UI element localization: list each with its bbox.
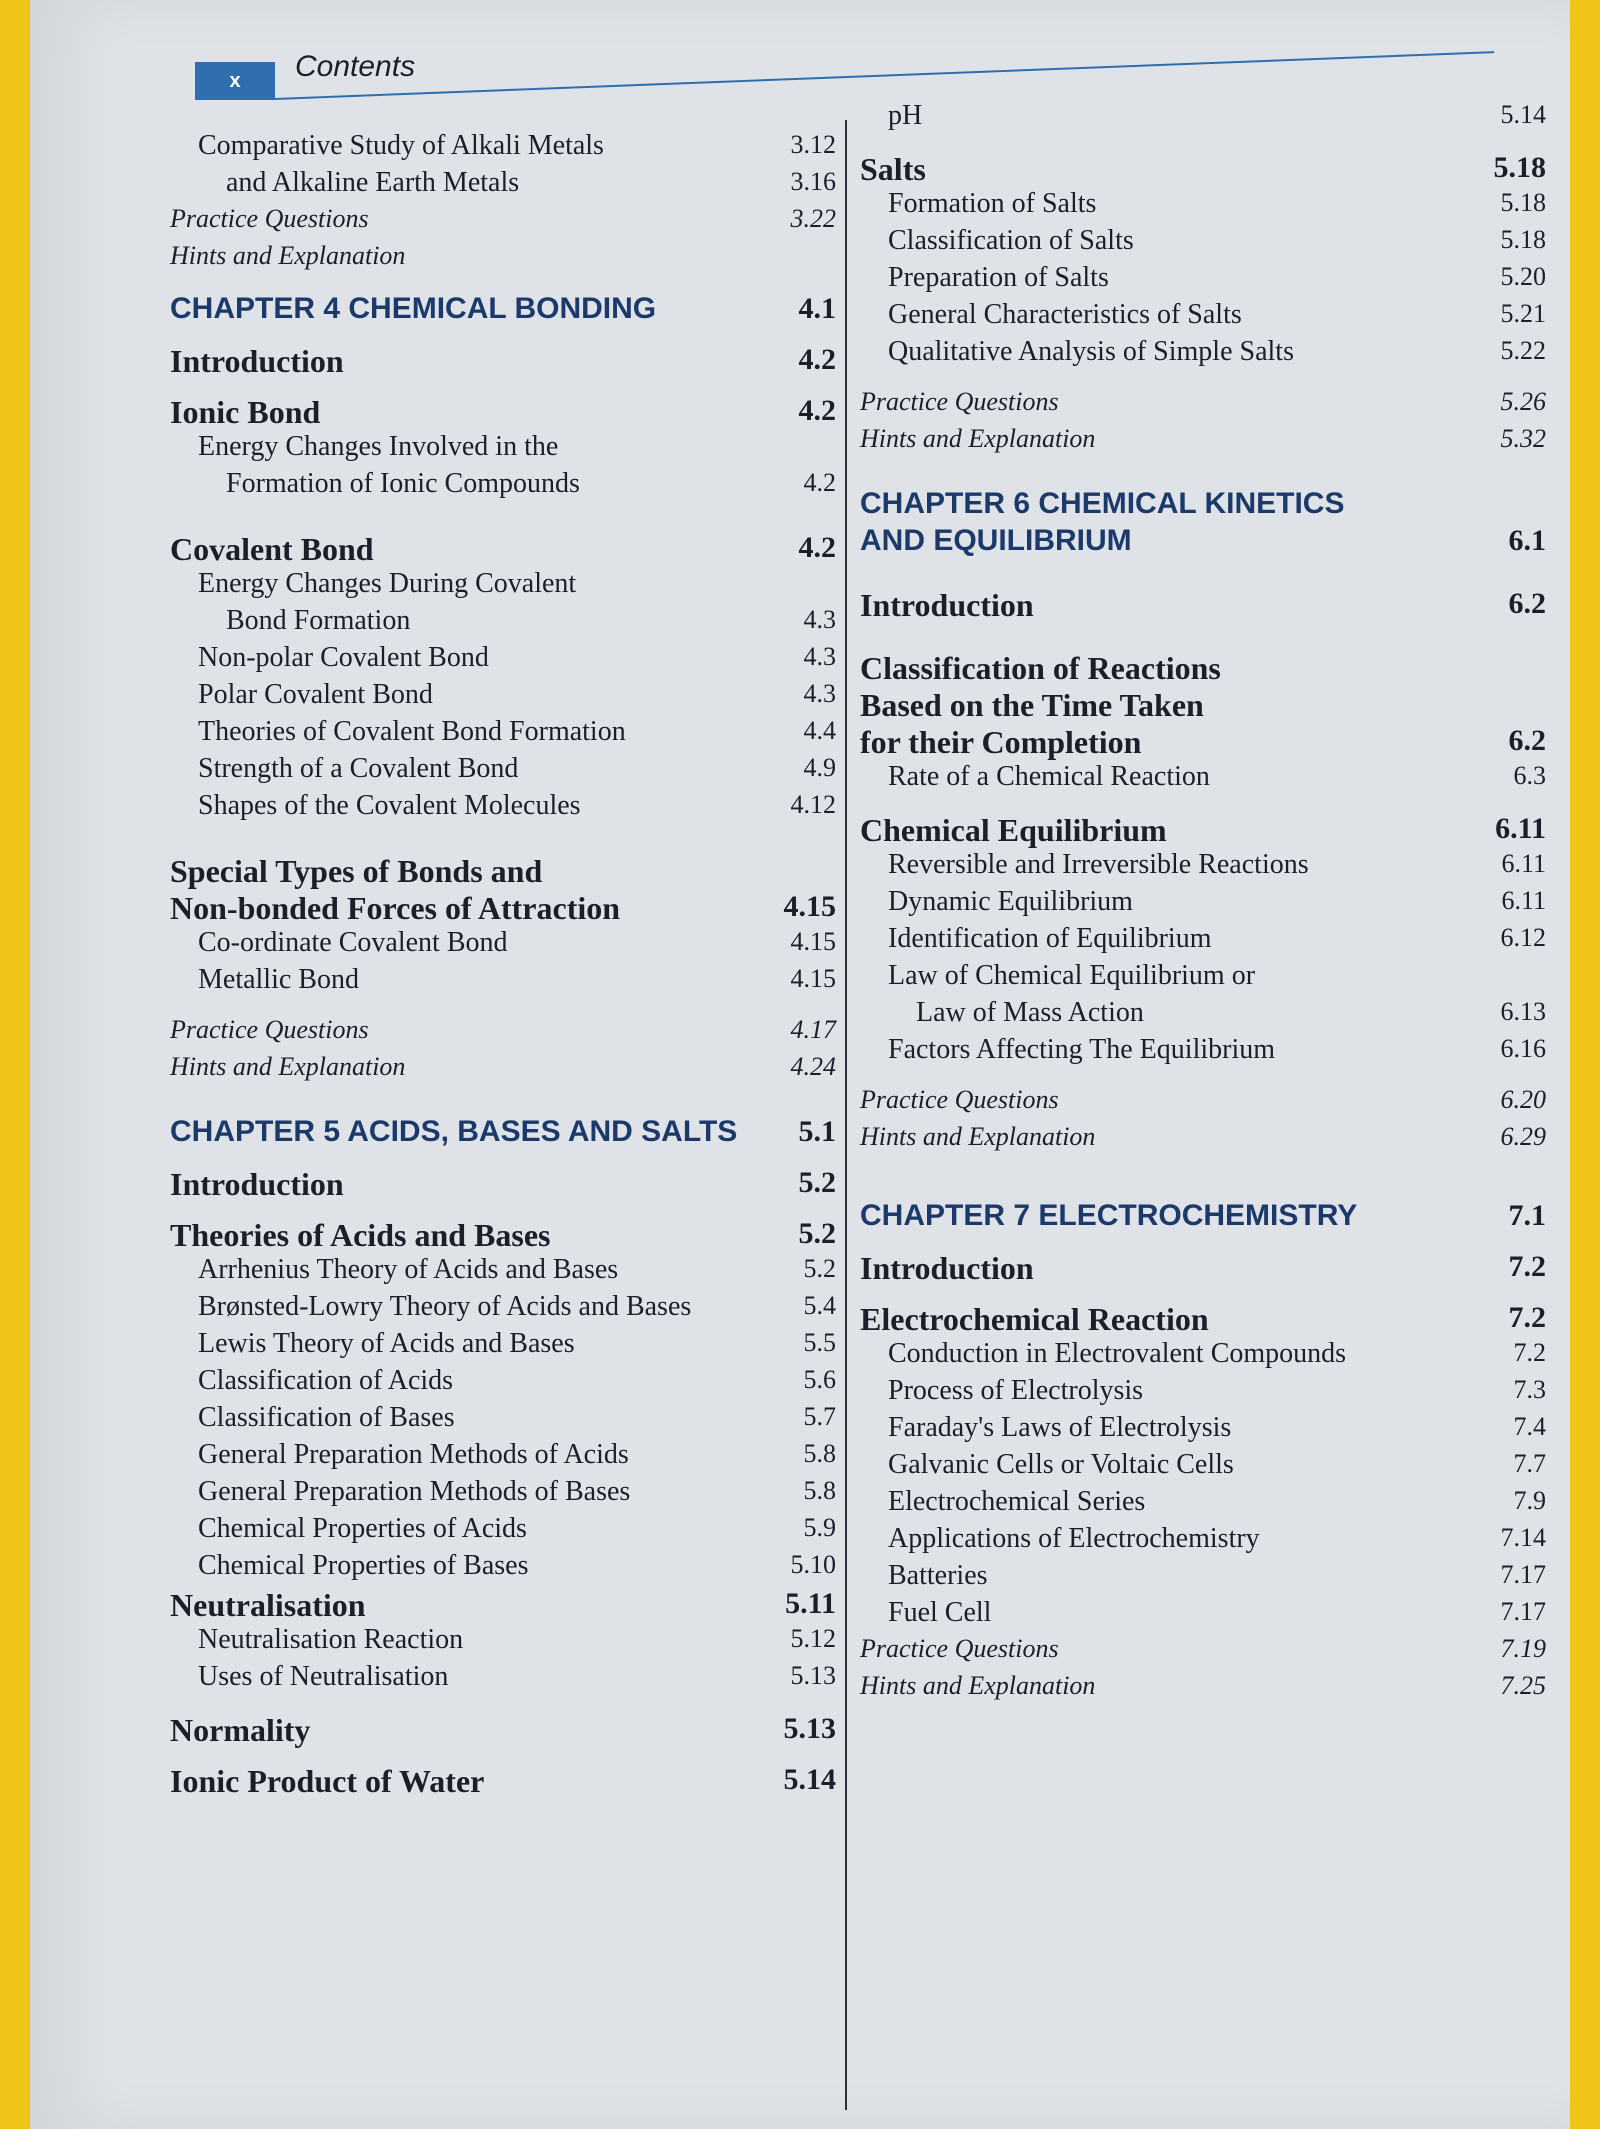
toc-entry-page: 4.2 (803, 468, 836, 497)
toc-entry-title: for their Completion (860, 724, 1142, 760)
toc-entry-title: Brønsted-Lowry Theory of Acids and Bases (198, 1291, 692, 1322)
toc-entry-title: Electrochemical Series (888, 1486, 1146, 1517)
spacer (170, 278, 850, 292)
toc-right-column (860, 100, 1560, 1708)
toc-entry-title: Ionic Product of Water (170, 1763, 485, 1799)
toc-entry-page: 5.14 (1500, 100, 1546, 129)
toc-entry[interactable] (170, 1015, 850, 1052)
spacer (860, 1071, 1560, 1085)
toc-entry[interactable] (860, 687, 1560, 724)
toc-entry-title: Classification of Salts (888, 225, 1134, 256)
toc-entry[interactable] (170, 1476, 850, 1513)
spacer (170, 329, 850, 343)
toc-entry-title: Classification of Acids (198, 1365, 454, 1396)
toc-entry[interactable] (860, 960, 1560, 997)
toc-entry-page: 6.1 (1508, 524, 1546, 557)
spacer (860, 1236, 1560, 1250)
toc-entry-title: and Alkaline Earth Metals (226, 167, 520, 198)
toc-entry-title: Law of Mass Action (916, 997, 1144, 1028)
toc-entry[interactable] (170, 716, 850, 753)
toc-entry-title: Law of Chemical Equilibrium or (888, 960, 1256, 991)
toc-entry[interactable] (860, 1301, 1560, 1338)
toc-entry[interactable] (170, 1166, 850, 1203)
toc-entry-title: Process of Electrolysis (888, 1375, 1144, 1406)
spacer (170, 1152, 850, 1166)
toc-entry[interactable] (860, 387, 1560, 424)
toc-entry-page: 6.11 (1495, 812, 1546, 845)
spacer (170, 1749, 850, 1763)
toc-entry-page: 5.18 (1500, 225, 1546, 254)
toc-entry-title: Rate of a Chemical Reaction (888, 761, 1210, 792)
toc-entry[interactable] (170, 1439, 850, 1476)
toc-entry-title: Energy Changes Involved in the (198, 431, 559, 462)
toc-entry-page: 3.22 (790, 204, 836, 233)
toc-entry[interactable] (860, 1523, 1560, 1560)
toc-entry-page: 3.12 (790, 130, 836, 159)
toc-entry[interactable] (170, 605, 850, 642)
toc-entry[interactable] (860, 262, 1560, 299)
spacer (170, 505, 850, 531)
toc-entry[interactable] (860, 487, 1560, 524)
toc-entry[interactable] (860, 1560, 1560, 1597)
toc-entry-page: 5.26 (1500, 387, 1546, 416)
spacer (170, 1698, 850, 1712)
spacer (170, 380, 850, 394)
page-number-badge: x (195, 62, 275, 100)
toc-entry-title: Applications of Electrochemistry (888, 1523, 1260, 1554)
toc-entry-title: Practice Questions (860, 1634, 1059, 1663)
toc-entry[interactable] (860, 524, 1560, 561)
toc-entry[interactable] (860, 1671, 1560, 1708)
toc-entry-page: 4.15 (790, 927, 836, 956)
toc-entry[interactable] (860, 424, 1560, 461)
toc-entry-title: Theories of Acids and Bases (170, 1217, 551, 1253)
toc-entry-page: 5.21 (1500, 299, 1546, 328)
toc-entry-title: Chemical Properties of Acids (198, 1513, 527, 1544)
toc-entry[interactable] (860, 1375, 1560, 1412)
toc-entry-page: 5.6 (803, 1365, 836, 1394)
toc-entry[interactable] (860, 886, 1560, 923)
toc-entry-page: 7.14 (1500, 1523, 1546, 1552)
toc-entry[interactable] (170, 130, 850, 167)
spacer (860, 561, 1560, 587)
toc-entry-page: 6.12 (1500, 923, 1546, 952)
toc-entry-page: 5.9 (803, 1513, 836, 1542)
toc-entry-page: 7.17 (1500, 1597, 1546, 1626)
toc-entry-title: Theories of Covalent Bond Formation (198, 716, 626, 747)
toc-entry[interactable] (170, 1402, 850, 1439)
book-page (30, 0, 1570, 2129)
toc-entry-title: General Characteristics of Salts (888, 299, 1242, 330)
toc-entry[interactable] (170, 1291, 850, 1328)
toc-entry-page: 5.22 (1500, 336, 1546, 365)
toc-entry[interactable] (860, 1634, 1560, 1671)
toc-entry-page: 6.2 (1508, 724, 1546, 757)
toc-entry[interactable] (860, 812, 1560, 849)
toc-entry[interactable] (860, 650, 1560, 687)
toc-entry-page: 7.19 (1500, 1634, 1546, 1663)
toc-entry-page: 7.1 (1508, 1199, 1546, 1232)
toc-entry-page: 5.18 (1493, 151, 1546, 184)
toc-entry-title: Introduction (170, 1166, 344, 1202)
toc-entry[interactable] (170, 1624, 850, 1661)
spacer (860, 798, 1560, 812)
toc-entry-page: 7.2 (1508, 1250, 1546, 1283)
toc-entry-title: Special Types of Bonds and (170, 853, 543, 889)
toc-entry-page: 5.14 (783, 1763, 836, 1796)
toc-entry-title: Practice Questions (860, 387, 1059, 416)
toc-entry-page: 5.20 (1500, 262, 1546, 291)
toc-entry-page: 5.2 (798, 1217, 836, 1250)
toc-entry[interactable] (860, 1338, 1560, 1375)
toc-entry-page: 4.3 (803, 605, 836, 634)
toc-entry-page: 6.13 (1500, 997, 1546, 1026)
toc-entry[interactable] (860, 761, 1560, 798)
toc-entry[interactable] (170, 1763, 850, 1800)
toc-entry[interactable] (170, 531, 850, 568)
toc-entry[interactable] (170, 568, 850, 605)
toc-entry-title: Introduction (860, 587, 1034, 623)
toc-entry[interactable] (170, 1550, 850, 1587)
toc-entry-title: Identification of Equilibrium (888, 923, 1212, 954)
header-title: Contents (295, 50, 416, 83)
toc-entry-title: pH (888, 100, 923, 131)
toc-entry-page: 5.11 (785, 1587, 836, 1620)
spacer (860, 373, 1560, 387)
toc-entry-page: 6.16 (1500, 1034, 1546, 1063)
toc-entry[interactable] (860, 1597, 1560, 1634)
toc-entry-title: Covalent Bond (170, 531, 374, 567)
toc-entry-page: 5.7 (803, 1402, 836, 1431)
toc-entry[interactable] (860, 1122, 1560, 1159)
toc-entry-page: 4.2 (798, 343, 836, 376)
toc-entry-title: Classification of Reactions (860, 650, 1221, 686)
toc-entry-title: Chemical Properties of Bases (198, 1550, 529, 1581)
toc-entry-page: 3.16 (790, 167, 836, 196)
toc-entry-title: Introduction (860, 1250, 1034, 1286)
toc-entry[interactable] (170, 1328, 850, 1365)
toc-entry-page: 5.13 (790, 1661, 836, 1690)
toc-entry-page: 5.10 (790, 1550, 836, 1579)
toc-entry-page: 7.7 (1513, 1449, 1546, 1478)
toc-entry[interactable] (860, 336, 1560, 373)
toc-entry-page: 6.2 (1508, 587, 1546, 620)
toc-entry[interactable] (170, 431, 850, 468)
toc-entry[interactable] (170, 1513, 850, 1550)
toc-entry[interactable] (860, 151, 1560, 188)
spacer (170, 827, 850, 853)
toc-entry-title: Factors Affecting The Equilibrium (888, 1034, 1276, 1065)
toc-entry-title: Electrochemical Reaction (860, 1301, 1209, 1337)
toc-entry[interactable] (860, 1449, 1560, 1486)
toc-entry-title: Formation of Ionic Compounds (226, 468, 580, 499)
toc-entry[interactable] (170, 468, 850, 505)
toc-entry-title: Co-ordinate Covalent Bond (198, 927, 508, 958)
toc-entry[interactable] (170, 753, 850, 790)
toc-entry[interactable] (860, 225, 1560, 262)
toc-entry-title: Polar Covalent Bond (198, 679, 433, 710)
toc-entry-title: Batteries (888, 1560, 988, 1591)
toc-entry-page: 4.9 (803, 753, 836, 782)
toc-entry-page: 6.20 (1500, 1085, 1546, 1114)
toc-entry-page: 5.2 (803, 1254, 836, 1283)
toc-entry[interactable] (170, 790, 850, 827)
toc-entry-page: 4.1 (798, 292, 836, 325)
toc-entry-title: Metallic Bond (198, 964, 359, 995)
toc-entry-page: 5.18 (1500, 188, 1546, 217)
toc-entry-title: Uses of Neutralisation (198, 1661, 449, 1692)
toc-entry[interactable] (170, 1254, 850, 1291)
toc-entry[interactable] (170, 167, 850, 204)
toc-entry[interactable] (860, 1412, 1560, 1449)
spacer (860, 137, 1560, 151)
header-rule (275, 51, 1494, 100)
toc-entry-title: Introduction (170, 343, 344, 379)
toc-entry-page: 5.13 (783, 1712, 836, 1745)
toc-entry[interactable] (170, 853, 850, 890)
toc-entry-page: 6.3 (1513, 761, 1546, 790)
toc-entry-title: Conduction in Electrovalent Compounds (888, 1338, 1347, 1369)
toc-entry-title: Strength of a Covalent Bond (198, 753, 519, 784)
toc-entry-title: Classification of Bases (198, 1402, 455, 1433)
toc-entry[interactable] (170, 1712, 850, 1749)
toc-entry-page: 7.2 (1513, 1338, 1546, 1367)
toc-entry-title: Bond Formation (226, 605, 411, 636)
toc-entry-title: Neutralisation (170, 1587, 366, 1623)
toc-entry-title: Reversible and Irreversible Reactions (888, 849, 1309, 880)
toc-entry-title: Galvanic Cells or Voltaic Cells (888, 1449, 1234, 1480)
toc-entry-page: 4.3 (803, 679, 836, 708)
toc-entry[interactable] (860, 997, 1560, 1034)
toc-entry[interactable] (860, 587, 1560, 624)
toc-entry-title: Non-polar Covalent Bond (198, 642, 489, 673)
toc-entry[interactable] (860, 1486, 1560, 1523)
toc-entry-title: CHAPTER 7 ELECTROCHEMISTRY (860, 1199, 1358, 1232)
toc-entry-title: AND EQUILIBRIUM (860, 524, 1132, 557)
toc-entry-title: Shapes of the Covalent Molecules (198, 790, 581, 821)
toc-entry-page: 7.9 (1513, 1486, 1546, 1515)
toc-entry-title: Faraday's Laws of Electrolysis (888, 1412, 1232, 1443)
toc-entry[interactable] (860, 724, 1560, 761)
toc-entry-title: Based on the Time Taken (860, 687, 1204, 723)
toc-entry-title: Hints and Explanation (860, 1122, 1096, 1151)
toc-entry[interactable] (860, 1034, 1560, 1071)
toc-entry-page: 4.15 (783, 890, 836, 923)
toc-entry[interactable] (170, 964, 850, 1001)
toc-entry[interactable] (860, 1199, 1560, 1236)
toc-entry-title: Lewis Theory of Acids and Bases (198, 1328, 575, 1359)
toc-entry[interactable] (860, 849, 1560, 886)
toc-entry[interactable] (860, 1085, 1560, 1122)
toc-entry-title: Practice Questions (170, 1015, 369, 1044)
spacer (170, 1001, 850, 1015)
toc-entry-title: Hints and Explanation (170, 241, 406, 270)
spacer (170, 1203, 850, 1217)
toc-entry-title: Preparation of Salts (888, 262, 1109, 293)
toc-entry-title: CHAPTER 5 ACIDS, BASES AND SALTS (170, 1115, 738, 1148)
toc-entry-title: Arrhenius Theory of Acids and Bases (198, 1254, 619, 1285)
toc-entry-page: 7.4 (1513, 1412, 1546, 1441)
toc-entry-title: Salts (860, 151, 926, 187)
toc-entry-title: Neutralisation Reaction (198, 1624, 464, 1655)
toc-entry-title: General Preparation Methods of Acids (198, 1439, 629, 1470)
toc-entry[interactable] (860, 188, 1560, 225)
toc-entry-page: 4.17 (790, 1015, 836, 1044)
toc-entry-page: 5.12 (790, 1624, 836, 1653)
toc-entry-title: CHAPTER 4 CHEMICAL BONDING (170, 292, 657, 325)
toc-entry-page: 7.25 (1500, 1671, 1546, 1700)
toc-entry[interactable] (170, 927, 850, 964)
toc-entry-title: Fuel Cell (888, 1597, 992, 1628)
toc-entry-page: 5.8 (803, 1439, 836, 1468)
toc-entry[interactable] (170, 679, 850, 716)
toc-entry[interactable] (170, 394, 850, 431)
toc-entry-page: 5.4 (803, 1291, 836, 1320)
toc-entry[interactable] (860, 100, 1560, 137)
toc-entry-page: 5.1 (798, 1115, 836, 1148)
toc-entry[interactable] (170, 241, 850, 278)
toc-left-column (170, 130, 850, 1800)
toc-entry[interactable] (170, 1217, 850, 1254)
toc-entry-page: 7.3 (1513, 1375, 1546, 1404)
toc-entry-page: 4.2 (798, 394, 836, 427)
spacer (170, 1089, 850, 1115)
spacer (860, 1287, 1560, 1301)
toc-entry-page: 4.3 (803, 642, 836, 671)
toc-entry-title: Energy Changes During Covalent (198, 568, 577, 599)
toc-entry-title: Normality (170, 1712, 311, 1748)
toc-entry[interactable] (170, 1052, 850, 1089)
toc-entry-title: Formation of Salts (888, 188, 1097, 219)
toc-entry-title: Hints and Explanation (860, 424, 1096, 453)
toc-entry-title: Practice Questions (170, 204, 369, 233)
toc-entry-title: Comparative Study of Alkali Metals (198, 130, 604, 161)
toc-entry-page: 5.8 (803, 1476, 836, 1505)
toc-entry-title: Non-bonded Forces of Attraction (170, 890, 621, 926)
toc-entry-page: 5.32 (1500, 424, 1546, 453)
toc-entry-page: 4.24 (790, 1052, 836, 1081)
toc-entry-page: 7.2 (1508, 1301, 1546, 1334)
toc-entry-title: Chemical Equilibrium (860, 812, 1167, 848)
toc-entry-title: General Preparation Methods of Bases (198, 1476, 631, 1507)
toc-entry-page: 4.2 (798, 531, 836, 564)
toc-entry[interactable] (860, 299, 1560, 336)
toc-entry[interactable] (170, 292, 850, 329)
toc-entry-title: Qualitative Analysis of Simple Salts (888, 336, 1294, 367)
toc-entry-page: 7.17 (1500, 1560, 1546, 1589)
toc-entry[interactable] (170, 890, 850, 927)
toc-entry-title: CHAPTER 6 CHEMICAL KINETICS (860, 487, 1345, 520)
toc-entry-page: 5.5 (803, 1328, 836, 1357)
spacer (860, 624, 1560, 650)
toc-entry-title: Hints and Explanation (860, 1671, 1096, 1700)
toc-entry-page: 6.11 (1501, 849, 1546, 878)
toc-entry[interactable] (170, 1365, 850, 1402)
toc-entry[interactable] (170, 1115, 850, 1152)
toc-entry-title: Dynamic Equilibrium (888, 886, 1133, 917)
toc-entry[interactable] (170, 1661, 850, 1698)
toc-entry-page: 6.11 (1501, 886, 1546, 915)
toc-entry-page: 4.4 (803, 716, 836, 745)
toc-entry[interactable] (170, 1587, 850, 1624)
toc-entry[interactable] (170, 343, 850, 380)
toc-entry[interactable] (170, 642, 850, 679)
toc-entry-title: Hints and Explanation (170, 1052, 406, 1081)
toc-entry[interactable] (860, 923, 1560, 960)
toc-entry-title: Ionic Bond (170, 394, 321, 430)
toc-entry-page: 5.2 (798, 1166, 836, 1199)
spacer (860, 461, 1560, 487)
toc-entry-page: 4.15 (790, 964, 836, 993)
toc-entry[interactable] (860, 1250, 1560, 1287)
toc-entry[interactable] (170, 204, 850, 241)
spacer (860, 1159, 1560, 1199)
toc-entry-page: 4.12 (790, 790, 836, 819)
toc-entry-page: 6.29 (1500, 1122, 1546, 1151)
toc-entry-title: Practice Questions (860, 1085, 1059, 1114)
